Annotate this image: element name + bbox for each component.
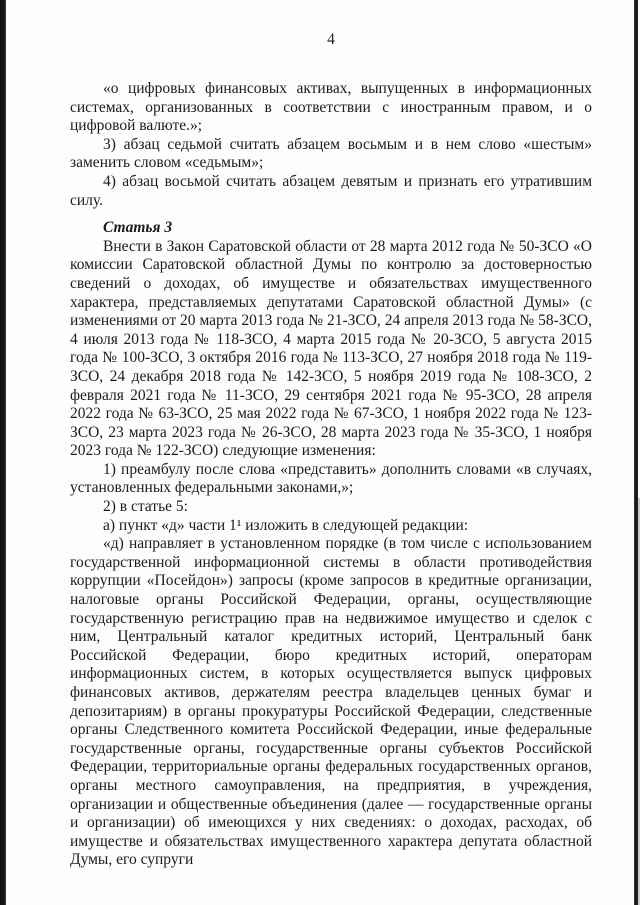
paragraph-item-1-preamble: 1) преамбулу после слова «представить» дополнить словами «в случаях, установленных федеральными законами,»; xyxy=(70,460,592,497)
paragraph-subitem-a: а) пункт «д» части 1¹ изложить в следующей редакции: xyxy=(103,516,469,534)
paragraph-law-amendment-intro: Внести в Закон Саратовской области от 28 марта 2012 года № 50-ЗСО «О комиссии Саратовской областной Думы по контролю за достоверностью сведений о доходах, об имуществе и обязательствах имущественного характера, представляемых депутатами Саратовской областной Думы» (с изменениями от 20 марта 2013 года № 21-ЗСО, 24 апреля 2013 года № 58-ЗСО, 4 июля 2013 года № 118-ЗСО, 4 марта 2015 года № 20-ЗСО, 5 августа 2015 года № 100-ЗСО, 3 октября 2016 года № 113-ЗСО, 27 ноября 2018 года № 119-ЗСО, 24 декабря 2018 года № 142-ЗСО, 5 ноября 2019 года № 108-ЗСО, 2 февраля 2021 года № 11-ЗСО, 29 сентября 2021 года № 95-ЗСО, 28 апреля 2022 года № 63-ЗСО, 25 мая 2022 года № 67-ЗСО, 1 ноября 2022 года № 123-ЗСО, 23 марта 2023 года № 26-ЗСО, 28 марта 2023 года № 35-ЗСО, 1 ноября 2023 года № 122-ЗСО) следующие изменения: xyxy=(70,237,592,460)
article-3-heading: Статья 3 xyxy=(103,219,173,237)
page-number: 4 xyxy=(327,31,335,48)
paragraph-point-d-text: «д) направляет в установленном порядке (в том числе с использованием государственной информационной системы в области противодействия коррупции «Посейдон») запросы (кроме запросов в кредитные организации, налоговые органы Российской Федерации, органы, осуществляющие государственную регистрацию прав на недвижимое имущество и сделок с ним, Центральный каталог кредитных историй, Центральный банк Российской Федерации, бюро кредитных историй, операторам информационных систем, в которых осуществляется выпуск цифровых финансовых активов, держателям реестра владельцев ценных бумаг и депозитариям) в органы прокуратуры Российской Федерации, следственные органы Следственного комитета Российской Федерации, иные федеральные государственные органы, государственные органы субъектов Российской Федерации, территориальные органы федеральных государственных органов, органы местного самоуправления, на предприятия, в учреждения, организации и общественные объединения (далее — государственные органы и организации) об имеющихся у них сведениях: о доходах, расходах, об имуществе и обязательствах имущественного характера депутата областной Думы, его супруги xyxy=(70,535,592,869)
paragraph-item-4: 4) абзац восьмой считать абзацем девятым и признать его утратившим силу. xyxy=(70,172,592,209)
paragraph-amendment-digital-assets: «о цифровых финансовых активах, выпущенных в информационных системах, организованных в соответствии с иностранным правом, и о цифровой валюте.»; xyxy=(70,80,592,135)
scan-edge-left-artifact xyxy=(0,0,6,905)
paragraph-item-2-article-5: 2) в статье 5: xyxy=(103,498,188,516)
document-body xyxy=(70,80,592,870)
paragraph-item-3: 3) абзац седьмой считать абзацем восьмым и в нем слово «шестым» заменить словом «седьмым»; xyxy=(70,135,592,172)
